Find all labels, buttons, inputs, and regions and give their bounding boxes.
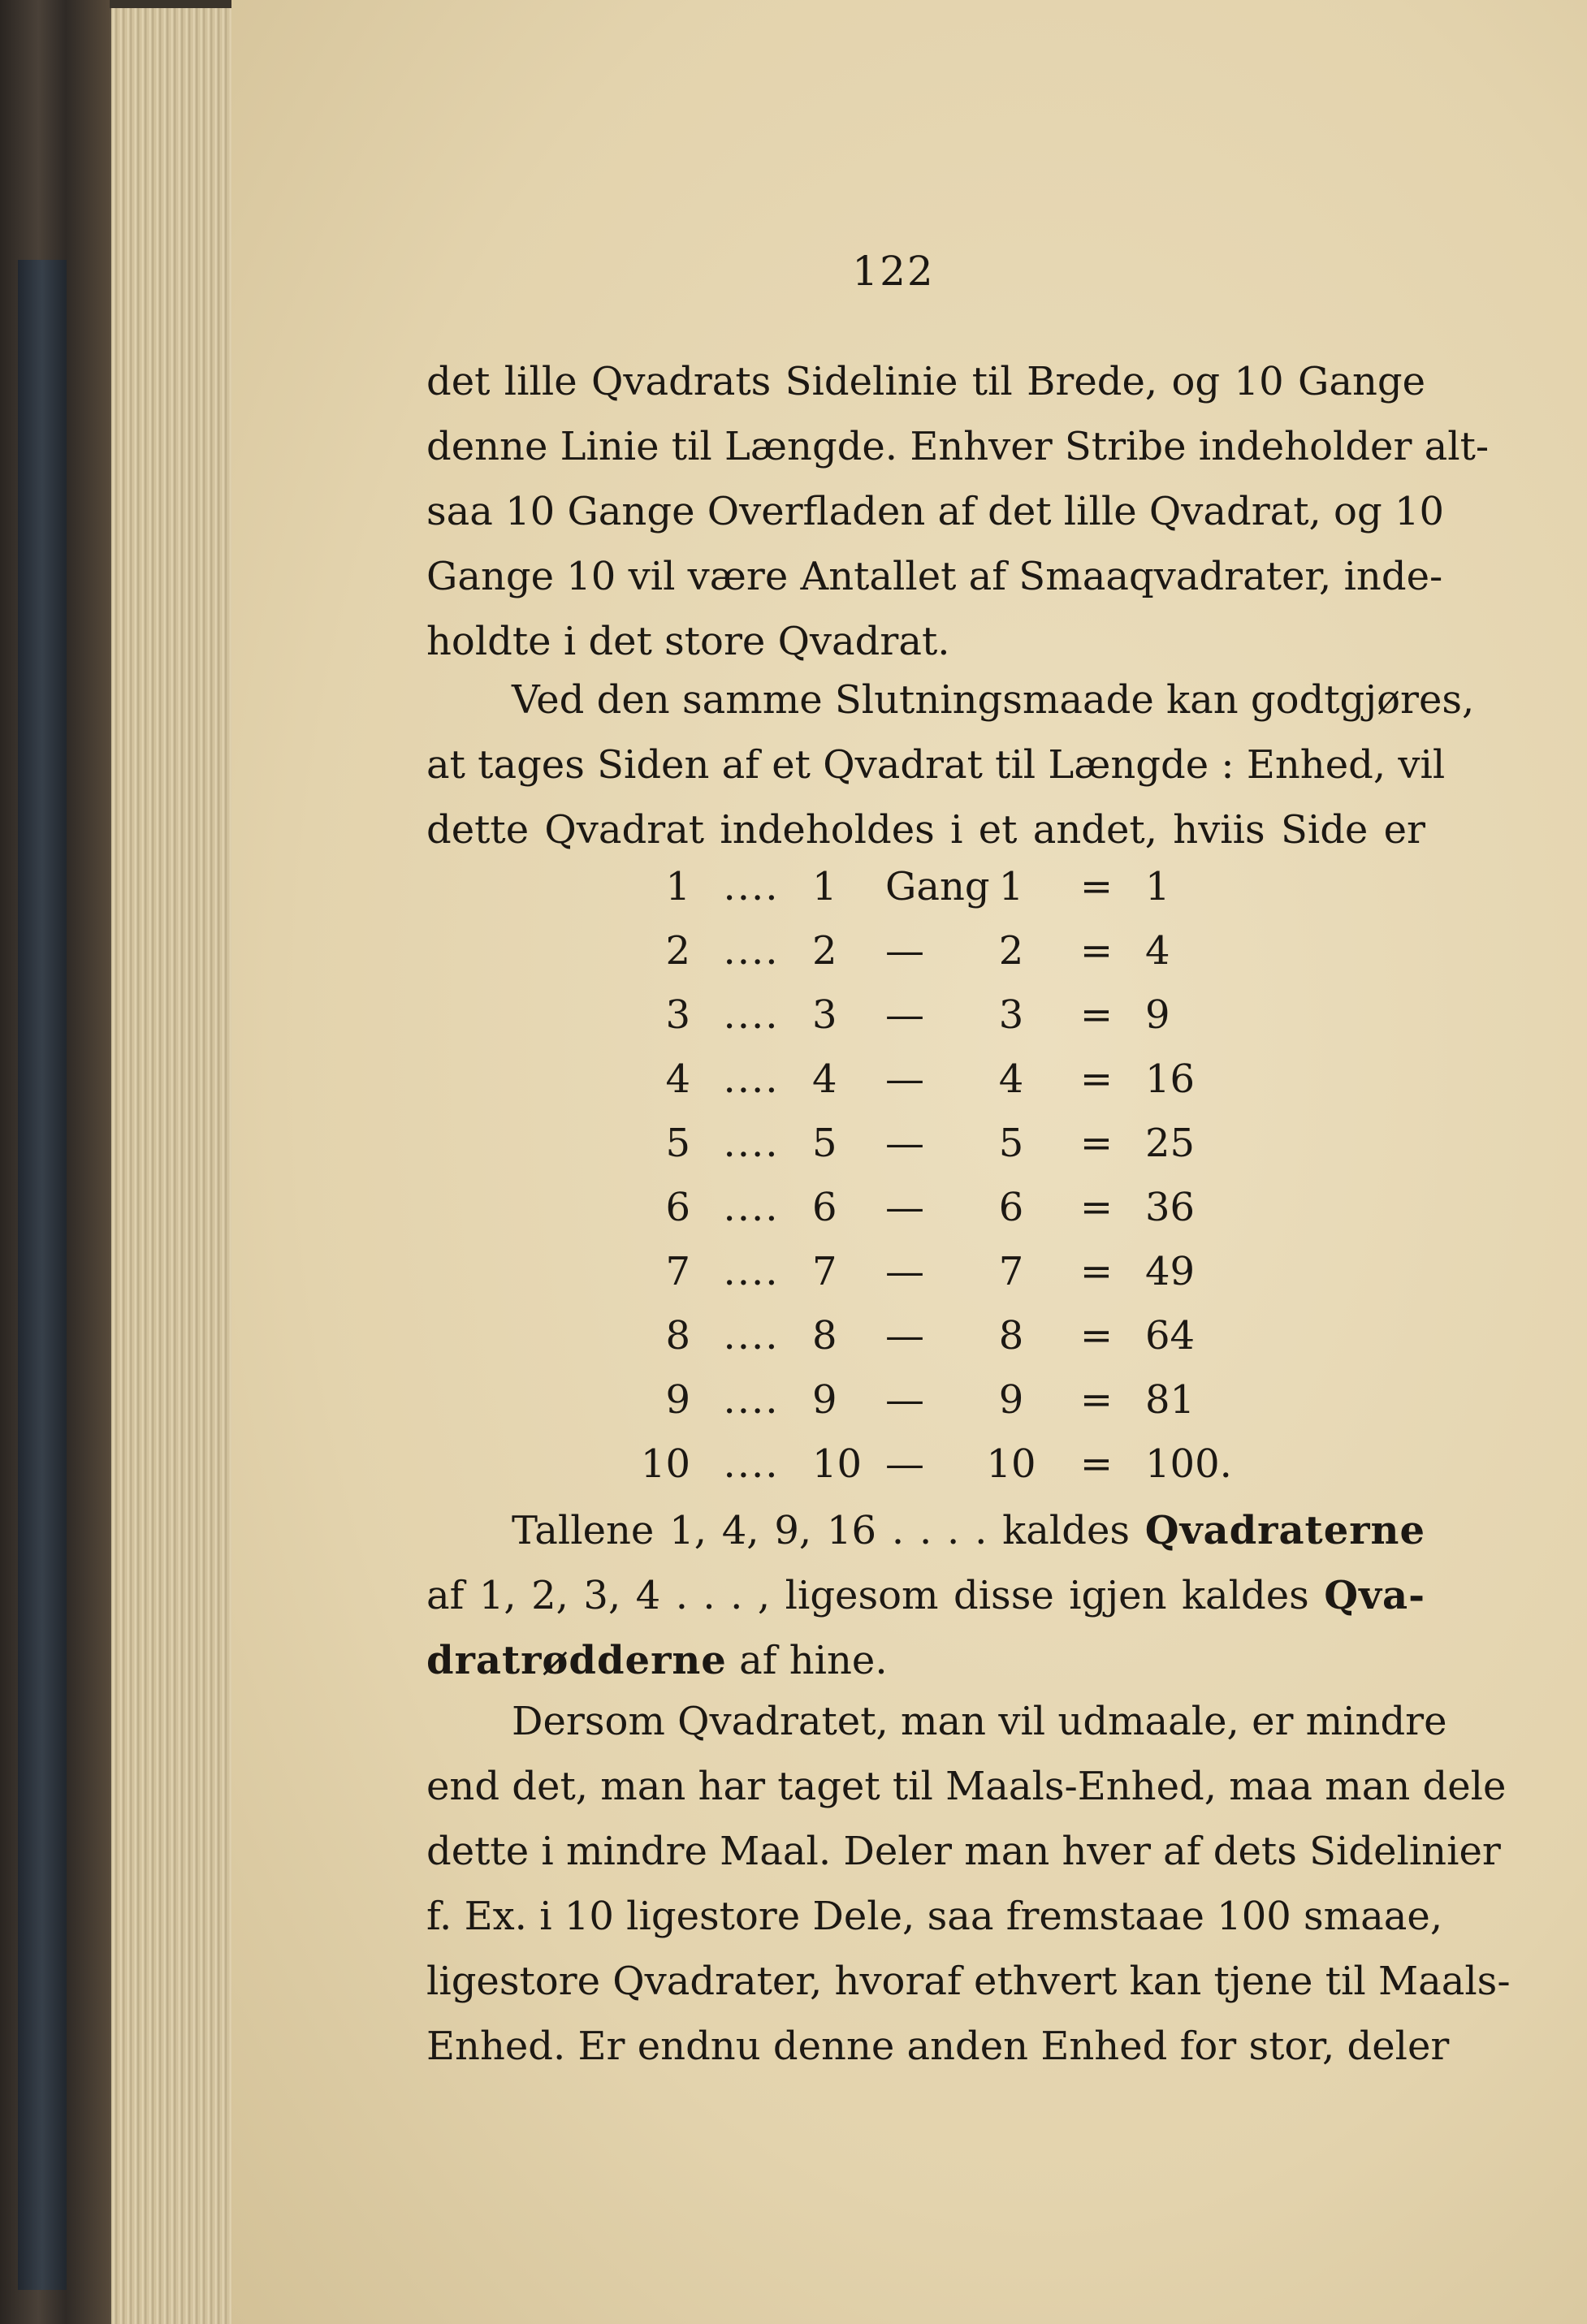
ditto-dash: — bbox=[885, 1248, 924, 1294]
dot-leader: .... bbox=[723, 1120, 780, 1166]
equals-sign: = bbox=[1079, 927, 1113, 974]
ditto-dash: — bbox=[885, 1441, 924, 1487]
side-value-2: 9 bbox=[998, 1376, 1024, 1423]
side-value: 7 bbox=[665, 1248, 690, 1294]
side-value-2: 4 bbox=[998, 1056, 1024, 1102]
side-value-2: 6 bbox=[998, 1184, 1024, 1230]
side-value: 1 bbox=[665, 863, 690, 909]
multiplier: 7 bbox=[812, 1248, 837, 1294]
ditto-dash: — bbox=[885, 1312, 924, 1359]
text-run: Tallene 1, 4, 9, 16 . . . . kaldes bbox=[512, 1508, 1145, 1553]
equals-sign: = bbox=[1079, 1184, 1113, 1230]
multiplier: 10 bbox=[812, 1441, 863, 1487]
table-row bbox=[625, 1047, 1275, 1111]
text-run: af 1, 2, 3, 4 . . . , ligesom disse igjen kaldes bbox=[426, 1573, 1325, 1618]
gang-word: Gang bbox=[885, 863, 990, 909]
text-line: det lille Qvadrats Sidelinie til Brede, og 10 Gange bbox=[426, 359, 1425, 404]
table-row bbox=[625, 918, 1275, 983]
ditto-dash: — bbox=[885, 1184, 924, 1230]
text-line: Gange 10 vil være Antallet af Smaaqvadrater, inde- bbox=[426, 554, 1443, 599]
multiplier: 6 bbox=[812, 1184, 837, 1230]
text-line: Enhed. Er endnu denne anden Enhed for stor, deler bbox=[426, 2024, 1450, 2069]
equals-sign: = bbox=[1079, 991, 1113, 1038]
table-row bbox=[625, 983, 1275, 1047]
text-run: af hine. bbox=[726, 1638, 888, 1683]
book-binding bbox=[0, 0, 110, 2324]
multiplier: 2 bbox=[812, 927, 837, 974]
table-row bbox=[625, 854, 1275, 918]
square-result: 4 bbox=[1145, 927, 1170, 974]
dot-leader: .... bbox=[723, 1248, 780, 1294]
side-value: 9 bbox=[665, 1376, 690, 1423]
square-result: 64 bbox=[1145, 1312, 1196, 1359]
equals-sign: = bbox=[1079, 863, 1113, 909]
multiplier: 1 bbox=[812, 863, 837, 909]
emphasized-term: Qva- bbox=[1324, 1573, 1425, 1618]
table-row bbox=[625, 1303, 1275, 1367]
paragraph-2 bbox=[426, 667, 1475, 862]
text-line bbox=[426, 1498, 1425, 1563]
text-line: Ved den samme Slutningsmaade kan godtgjøres, bbox=[512, 677, 1475, 723]
binding-strap bbox=[18, 260, 67, 2290]
emphasized-term: Qvadraterne bbox=[1144, 1508, 1425, 1553]
text-line bbox=[426, 1628, 1425, 1693]
square-result: 36 bbox=[1145, 1184, 1196, 1230]
equals-sign: = bbox=[1079, 1376, 1113, 1423]
squares-table bbox=[625, 854, 1275, 1496]
square-result: 25 bbox=[1145, 1120, 1196, 1166]
side-value-2: 2 bbox=[998, 927, 1024, 974]
square-result: 1 bbox=[1145, 863, 1170, 909]
text-line: dette i mindre Maal. Deler man hver af dets Sidelinier bbox=[426, 1829, 1501, 1874]
multiplier: 8 bbox=[812, 1312, 837, 1359]
square-result: 16 bbox=[1145, 1056, 1196, 1102]
dot-leader: .... bbox=[723, 1441, 780, 1487]
square-result: 100. bbox=[1145, 1441, 1232, 1487]
table-row bbox=[625, 1111, 1275, 1175]
side-value: 5 bbox=[665, 1120, 690, 1166]
paragraph-3 bbox=[426, 1498, 1425, 1693]
multiplier: 5 bbox=[812, 1120, 837, 1166]
side-value-2: 1 bbox=[998, 863, 1024, 909]
side-value: 2 bbox=[665, 927, 690, 974]
page-edges bbox=[110, 8, 233, 2324]
text-line: denne Linie til Længde. Enhver Stribe indeholder alt- bbox=[426, 424, 1490, 469]
multiplier: 3 bbox=[812, 991, 837, 1038]
side-value: 10 bbox=[640, 1441, 690, 1487]
ditto-dash: — bbox=[885, 991, 924, 1038]
text-line: Dersom Qvadratet, man vil udmaale, er mindre bbox=[512, 1699, 1447, 1744]
side-value: 3 bbox=[665, 991, 690, 1038]
table-row bbox=[625, 1175, 1275, 1239]
square-result: 9 bbox=[1145, 991, 1170, 1038]
text-line: dette Qvadrat indeholdes i et andet, hviis Side er bbox=[426, 807, 1425, 853]
side-value: 8 bbox=[665, 1312, 690, 1359]
equals-sign: = bbox=[1079, 1120, 1113, 1166]
dot-leader: .... bbox=[723, 863, 780, 909]
dot-leader: .... bbox=[723, 1376, 780, 1423]
text-line bbox=[426, 1563, 1425, 1628]
ditto-dash: — bbox=[885, 927, 924, 974]
equals-sign: = bbox=[1079, 1056, 1113, 1102]
text-line: end det, man har taget til Maals-Enhed, maa man dele bbox=[426, 1764, 1507, 1809]
multiplier: 9 bbox=[812, 1376, 837, 1423]
table-row bbox=[625, 1432, 1275, 1496]
paragraph-4 bbox=[426, 1689, 1511, 2079]
dot-leader: .... bbox=[723, 1056, 780, 1102]
side-value-2: 7 bbox=[998, 1248, 1024, 1294]
dot-leader: .... bbox=[723, 991, 780, 1038]
multiplier: 4 bbox=[812, 1056, 837, 1102]
paragraph-1 bbox=[426, 349, 1490, 674]
equals-sign: = bbox=[1079, 1312, 1113, 1359]
table-row bbox=[625, 1239, 1275, 1303]
side-value-2: 8 bbox=[998, 1312, 1024, 1359]
side-value: 6 bbox=[665, 1184, 690, 1230]
text-line: saa 10 Gange Overfladen af det lille Qvadrat, og 10 bbox=[426, 489, 1445, 534]
side-value-2: 3 bbox=[998, 991, 1024, 1038]
text-line: f. Ex. i 10 ligestore Dele, saa fremstaae 100 smaae, bbox=[426, 1894, 1443, 1939]
text-line: holdte i det store Qvadrat. bbox=[426, 619, 950, 664]
equals-sign: = bbox=[1079, 1248, 1113, 1294]
square-result: 49 bbox=[1145, 1248, 1196, 1294]
side-value-2: 10 bbox=[986, 1441, 1036, 1487]
text-line: at tages Siden af et Qvadrat til Længde : Enhed, vil bbox=[426, 742, 1446, 788]
dot-leader: .... bbox=[723, 1312, 780, 1359]
page-number: 122 bbox=[852, 248, 935, 295]
ditto-dash: — bbox=[885, 1376, 924, 1423]
dot-leader: .... bbox=[723, 927, 780, 974]
table-row bbox=[625, 1367, 1275, 1432]
square-result: 81 bbox=[1145, 1376, 1196, 1423]
ditto-dash: — bbox=[885, 1056, 924, 1102]
text-line: ligestore Qvadrater, hvoraf ethvert kan tjene til Maals- bbox=[426, 1959, 1511, 2004]
ditto-dash: — bbox=[885, 1120, 924, 1166]
equals-sign: = bbox=[1079, 1441, 1113, 1487]
side-value-2: 5 bbox=[998, 1120, 1024, 1166]
side-value: 4 bbox=[665, 1056, 690, 1102]
emphasized-term: dratrødderne bbox=[426, 1638, 727, 1683]
dot-leader: .... bbox=[723, 1184, 780, 1230]
